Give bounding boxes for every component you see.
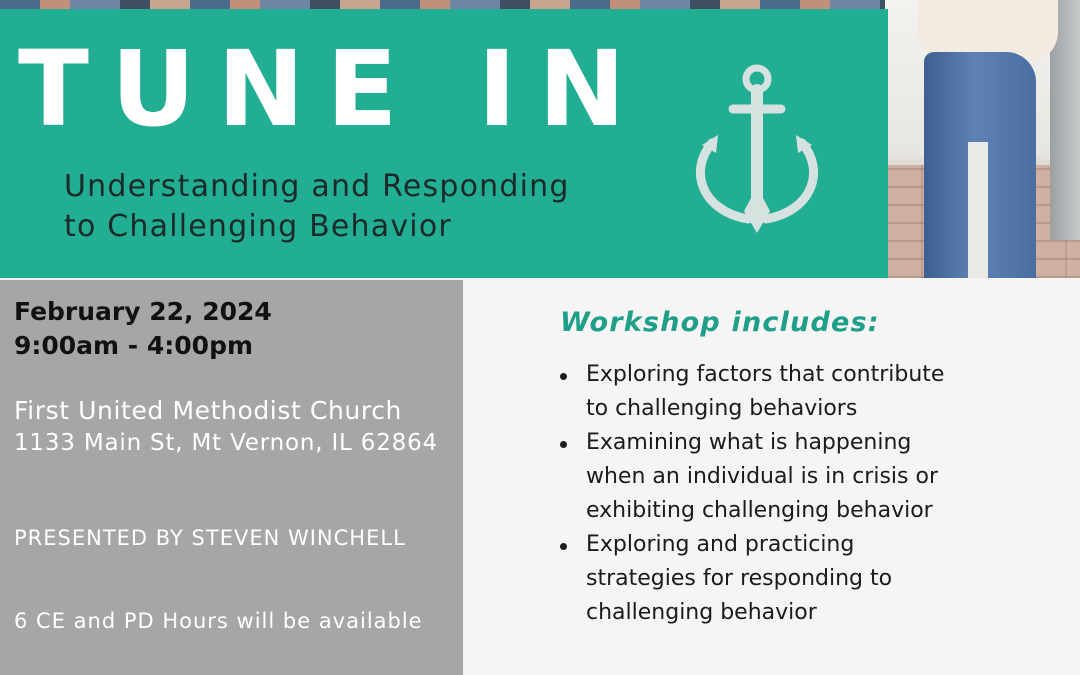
ce-hours-note: 6 CE and PD Hours will be available bbox=[14, 609, 423, 633]
person-legs-photo bbox=[924, 52, 1036, 278]
event-date: February 22, 2024 bbox=[14, 297, 272, 326]
list-item-text: Examining what is happening bbox=[586, 430, 912, 455]
event-subtitle bbox=[64, 167, 664, 247]
background-photo bbox=[0, 0, 890, 9]
list-item bbox=[586, 426, 1026, 528]
workshop-panel bbox=[463, 280, 1080, 675]
list-item-text: to challenging behaviors bbox=[586, 396, 858, 421]
list-item-text: Exploring and practicing bbox=[586, 532, 855, 557]
list-item bbox=[586, 528, 1026, 630]
anchor-icon bbox=[682, 61, 832, 241]
bullet-icon bbox=[560, 441, 567, 448]
list-item-text: challenging behavior bbox=[586, 600, 817, 625]
list-item-text: Exploring factors that contribute bbox=[586, 362, 945, 387]
workshop-heading: Workshop includes: bbox=[560, 307, 880, 338]
hero-banner bbox=[0, 0, 1080, 278]
event-address: 1133 Main St, Mt Vernon, IL 62864 bbox=[14, 430, 438, 456]
list-item-text: strategies for responding to bbox=[586, 566, 893, 591]
title-panel bbox=[0, 9, 888, 278]
event-venue: First United Methodist Church bbox=[14, 396, 402, 425]
event-time: 9:00am - 4:00pm bbox=[14, 331, 254, 360]
list-item bbox=[586, 358, 1026, 426]
list-item-text: exhibiting challenging behavior bbox=[586, 498, 933, 523]
presenter-credit: PRESENTED BY STEVEN WINCHELL bbox=[14, 526, 406, 550]
bullet-icon bbox=[560, 543, 567, 550]
subtitle-line: Understanding and Responding bbox=[64, 169, 570, 204]
event-details-panel bbox=[0, 280, 463, 675]
subtitle-line: to Challenging Behavior bbox=[64, 209, 452, 244]
bullet-icon bbox=[560, 373, 567, 380]
event-title: TUNE IN bbox=[18, 28, 648, 150]
list-item-text: when an individual is in crisis or bbox=[586, 464, 938, 489]
workshop-topics-list bbox=[586, 358, 1026, 630]
